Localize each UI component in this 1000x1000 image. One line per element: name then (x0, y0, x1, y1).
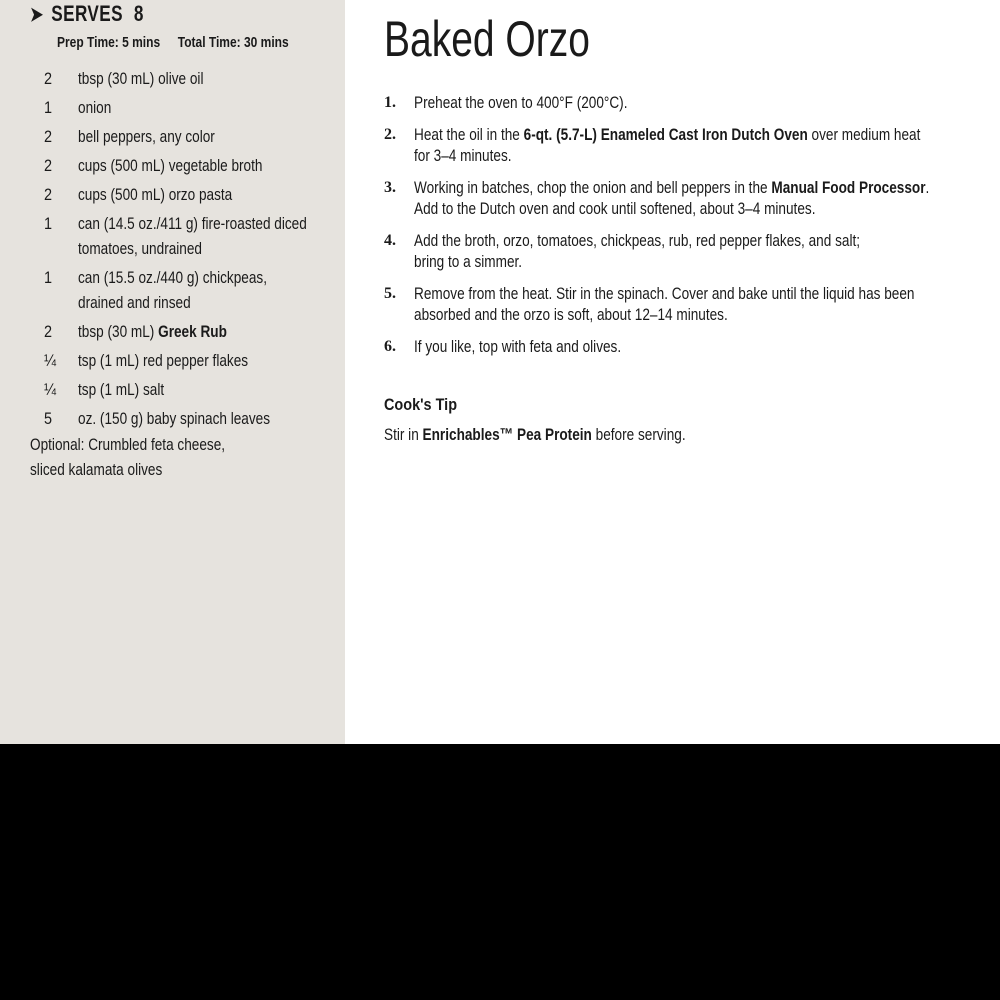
step-number: 2. (384, 126, 396, 143)
instruction-step (384, 177, 1000, 219)
ingredient-item (0, 211, 345, 261)
ingredient-text (78, 348, 334, 373)
step-fragment: over medium heat (807, 125, 921, 144)
ingredient-text (78, 265, 334, 315)
ingredient-item (0, 95, 345, 120)
ingredient-item (0, 319, 345, 344)
step-number: 6. (384, 338, 396, 355)
ingredient-qty: ¼ (44, 351, 57, 370)
recipe-title: Baked Orzo (384, 11, 590, 67)
step-fragment: Heat the oil in the (414, 125, 524, 144)
ingredient-text (78, 319, 334, 344)
tip-prefix: Stir in (384, 425, 423, 444)
ingredient-desc: can (15.5 oz./440 g) chickpeas, (78, 268, 267, 287)
ingredient-desc: can (14.5 oz./411 g) fire-roasted diced (78, 214, 307, 233)
ingredient-qty: 2 (44, 69, 53, 88)
ingredient-qty: 1 (44, 98, 53, 117)
ingredient-desc: cups (500 mL) vegetable broth (78, 156, 263, 175)
serves-label: SERVES (51, 1, 123, 26)
step-fragment: Add the broth, orzo, tomatoes, chickpeas, rub, red pepper flakes, and salt; (414, 231, 861, 250)
optional-line-1: Optional: Crumbled feta cheese, (30, 435, 226, 454)
ingredient-text (78, 377, 334, 402)
cooks-tip-heading: Cook's Tip (384, 395, 458, 414)
ingredient-item (0, 265, 345, 315)
ingredient-product: Greek Rub (158, 322, 227, 341)
ingredient-item (0, 66, 345, 91)
ingredient-text (78, 95, 334, 120)
ingredient-item (0, 377, 345, 402)
ingredient-text (78, 211, 334, 261)
total-time: Total Time: 30 mins (177, 34, 289, 51)
tip-suffix: before serving. (591, 425, 686, 444)
instruction-step (384, 336, 1000, 357)
ingredient-item (0, 153, 345, 178)
step-fragment: bring to a simmer. (414, 252, 523, 271)
ingredient-qty: ¼ (44, 380, 57, 399)
ingredient-qty: 5 (44, 409, 53, 428)
step-text (414, 92, 990, 113)
step-fragment: If you like, top with feta and olives. (414, 337, 622, 356)
tip-product: Enrichables™ Pea Protein (422, 425, 592, 444)
step-text (414, 283, 990, 325)
ingredient-desc: tbsp (30 mL) (78, 322, 159, 341)
instruction-step (384, 283, 1000, 325)
time-info (57, 34, 289, 51)
instruction-step (384, 92, 1000, 113)
instruction-step (384, 124, 1000, 166)
ingredient-desc: oz. (150 g) baby spinach leaves (78, 409, 271, 428)
ingredient-desc: tbsp (30 mL) olive oil (78, 69, 204, 88)
ingredient-qty: 1 (44, 268, 53, 287)
ingredient-qty: 2 (44, 127, 53, 146)
ingredient-text (78, 124, 334, 149)
step-text (414, 124, 990, 166)
instruction-step (384, 230, 1000, 272)
ingredient-qty: 2 (44, 185, 53, 204)
serves-count: 8 (133, 1, 144, 26)
step-fragment: for 3–4 minutes. (414, 146, 512, 165)
step-fragment: absorbed and the orzo is soft, about 12–14 minutes. (414, 305, 728, 324)
ingredient-list (0, 66, 345, 435)
ingredient-desc: tsp (1 mL) salt (78, 380, 165, 399)
step-product: Manual Food Processor (771, 178, 926, 197)
ingredient-text (78, 182, 334, 207)
ingredient-qty: 1 (44, 214, 53, 233)
instruction-steps (384, 92, 1000, 368)
ingredient-text (78, 66, 334, 91)
step-number: 3. (384, 179, 396, 196)
step-fragment: Working in batches, chop the onion and bell peppers in the (414, 178, 772, 197)
step-text (414, 177, 990, 219)
ingredient-item (0, 124, 345, 149)
step-fragment: Add to the Dutch oven and cook until softened, about 3–4 minutes. (414, 199, 816, 218)
ingredient-desc: onion (78, 98, 112, 117)
ingredient-desc: tsp (1 mL) red pepper flakes (78, 351, 249, 370)
step-product: 6-qt. (5.7-L) Enameled Cast Iron Dutch Oven (523, 125, 808, 144)
optional-line-2: sliced kalamata olives (30, 460, 163, 479)
ingredient-item (0, 182, 345, 207)
ingredient-text (78, 153, 334, 178)
step-fragment: . (925, 178, 930, 197)
serves-row (30, 0, 144, 28)
ingredient-desc-cont: drained and rinsed (78, 293, 191, 312)
step-text (414, 336, 990, 357)
ingredient-qty: 2 (44, 156, 53, 175)
ingredient-desc: cups (500 mL) orzo pasta (78, 185, 233, 204)
ingredient-desc-cont: tomatoes, undrained (78, 239, 202, 258)
ingredient-text (78, 406, 334, 431)
step-number: 5. (384, 285, 396, 302)
step-number: 1. (384, 94, 396, 111)
ingredient-item (0, 406, 345, 431)
ingredient-qty: 2 (44, 322, 53, 341)
step-text (414, 230, 990, 272)
ingredient-item (0, 348, 345, 373)
step-number: 4. (384, 232, 396, 249)
cooks-tip-text (384, 425, 686, 445)
ingredient-desc: bell peppers, any color (78, 127, 215, 146)
optional-garnish (30, 432, 294, 482)
chevron-right-icon: ➤ (30, 3, 44, 26)
step-fragment: Remove from the heat. Stir in the spinach. Cover and bake until the liquid has been (414, 284, 915, 303)
ingredients-sidebar (0, 0, 345, 744)
step-fragment: Preheat the oven to 400°F (200°C). (414, 93, 628, 112)
prep-time: Prep Time: 5 mins (57, 34, 161, 51)
